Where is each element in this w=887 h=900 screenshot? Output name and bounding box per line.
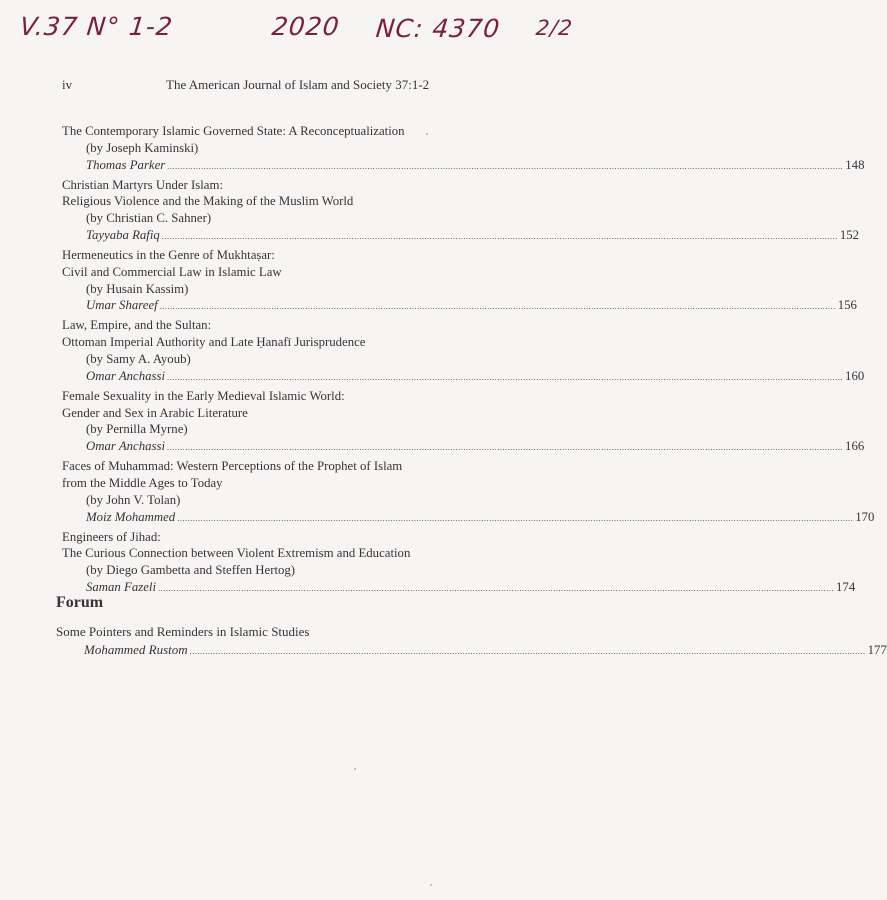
entry-page: 160 [845,368,865,383]
entry-reviewer: Omar Anchassi [86,439,166,454]
entry-reviewer-line [62,368,865,386]
handwritten-volume: V.37 N° 1-2 [18,12,175,41]
entry-page: 156 [837,298,857,313]
entry-author: (by Husain Kassim) [86,281,189,296]
entry-page: 174 [836,579,856,594]
toc-entry [62,247,857,315]
entry-title-line: Gender and Sex in Arabic Literature [62,405,248,420]
handwritten-nc: NC: 4370 [374,14,502,43]
forum-entry [56,624,887,660]
table-of-contents [62,123,875,599]
toc-entry [62,388,865,456]
entry-title-line: Hermeneutics in the Genre of Mukhtaṣar: [62,247,275,262]
toc-entry [62,177,860,245]
dot-leader: .................................................................................................................................................................................................................................................................... [167,372,844,382]
paper-speck [354,768,356,770]
toc-entry [62,317,865,385]
entry-author: (by Pernilla Myrne) [86,422,188,437]
entry-reviewer-line [62,509,875,527]
entry-reviewer-line [62,438,865,456]
entry-page: 148 [845,157,865,172]
entry-title-line: Female Sexuality in the Early Medieval Islamic World: [62,388,345,403]
dot-leader: .................................................................................................................................................................................................................................................................... [159,302,836,312]
entry-reviewer: Omar Anchassi [86,368,166,383]
handwritten-year: 2020 [270,12,342,41]
entry-reviewer-line [62,227,860,245]
forum-entry-title: Some Pointers and Reminders in Islamic Studies [56,624,310,639]
entry-title-line: Christian Martyrs Under Islam: [62,177,223,192]
entry-title-line: The Curious Connection between Violent Extremism and Education [62,546,411,561]
forum-section [56,624,887,662]
dot-leader: .................................................................................................................................................................................................................................................................... [161,231,838,241]
entry-title-line: Law, Empire, and the Sultan: [62,318,212,333]
page-number: iv [62,77,73,92]
entry-title-line: The Contemporary Islamic Governed State: A Reconceptualization [62,124,405,138]
entry-page: 152 [839,227,860,242]
entry-title-line: Religious Violence and the Making of the Muslim World [62,194,354,209]
paper-speck [430,884,432,886]
entry-author: (by Diego Gambetta and Steffen Hertog) [86,563,296,578]
forum-entry-page: 177 [867,642,887,657]
forum-heading: Forum [56,594,104,611]
entry-reviewer-line [62,297,857,315]
forum-entry-author: Mohammed Rustom [84,641,188,657]
toc-entry [62,529,856,597]
entry-title-line: from the Middle Ages to Today [62,475,223,490]
entry-author: (by John V. Tolan) [86,492,181,507]
dot-leader: .................................................................................................................................................................................................................................................................... [167,161,844,171]
toc-entry [62,458,875,526]
entry-title-line: Ottoman Imperial Authority and Late Ḥanafī Jurisprudence [62,335,366,350]
journal-title: The American Journal of Islam and Society 37:1-2 [166,77,430,92]
entry-author: (by Christian C. Sahner) [86,211,212,226]
entry-page: 170 [855,509,875,524]
forum-entry-author-line [56,641,887,660]
paper-speck [426,133,428,135]
entry-page: 166 [845,439,865,454]
entry-reviewer: Tayyaba Rafiq [86,227,160,242]
toc-entry [62,123,865,175]
entry-author: (by Joseph Kaminski) [86,140,199,155]
entry-title-line: Engineers of Jihad: [62,529,161,544]
entry-reviewer: Umar Shareef [86,298,158,313]
entry-title-line: Faces of Muhammad: Western Perceptions of the Prophet of Islam [62,459,403,474]
entry-reviewer: Moiz Mohammed [86,509,176,524]
entry-reviewer-line [62,157,865,175]
entry-title-line: Civil and Commercial Law in Islamic Law [62,264,282,279]
entry-reviewer: Saman Fazeli [86,579,157,594]
entry-reviewer: Thomas Parker [86,157,166,172]
handwritten-fraction: 2/2 [534,16,575,40]
entry-reviewer-line [62,579,856,597]
dot-leader: .................................................................................................................................................................................................................................................................... [158,583,835,593]
dot-leader: .................................................................................................................................................................................................................................................................... [189,646,866,656]
entry-author: (by Samy A. Ayoub) [86,351,191,366]
dot-leader: .................................................................................................................................................................................................................................................................... [177,513,854,523]
dot-leader: .................................................................................................................................................................................................................................................................... [167,443,844,453]
